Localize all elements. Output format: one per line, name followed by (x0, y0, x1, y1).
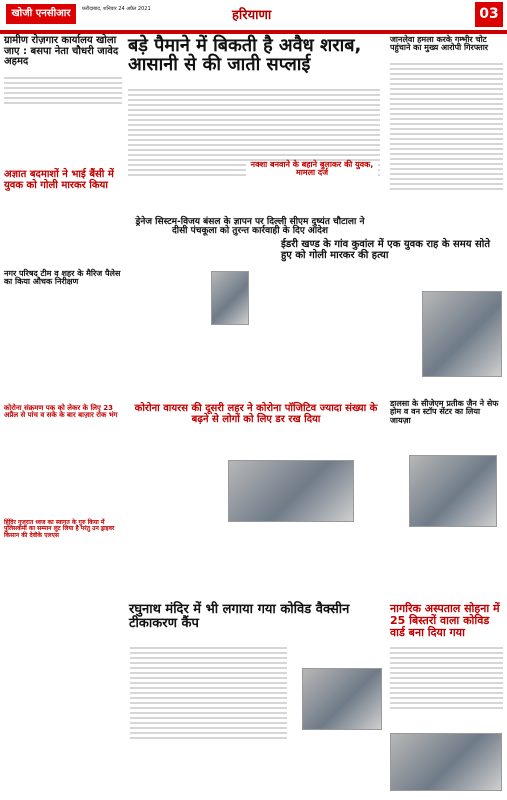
corona-story (130, 404, 382, 436)
left-mid-headline: अज्ञात बदमाशों ने भाई बैंसी में युवक को गोली मारकर किया (4, 169, 114, 191)
left-top-body (4, 74, 122, 107)
bottom-right-story (390, 602, 503, 639)
dateline: फ़रीदाबाद, शनिवार 24 अप्रैल 2021 (82, 6, 151, 12)
section-title: हरियाणा (232, 8, 272, 23)
corona-photo (228, 460, 354, 522)
left-top-headline: ग्रामीण रोज़गार कार्यालय खोला जाए : बसपा नेता चौधरी जावेद अहमद (4, 35, 119, 67)
right-top-headline: जानलेवा हमला करके गम्भीर चोट पहुंचाने का मुख्य आरोपी गिरफ्तार (390, 35, 489, 53)
left-bottom-headline-3: हिंदिर गुजरात ध्वज का स्वागत के गुरु किया में पुलिसकर्मी का सम्मान लुट लिया है परंतु उन ड्राइवर किसान की देवीके एलएस (4, 519, 115, 539)
top-rule (0, 33, 507, 34)
right-top-body (390, 60, 503, 230)
left-mid-story (4, 170, 122, 214)
newspaper-brand: खोजी एनसीआर (6, 4, 76, 24)
bottom-right-body (390, 644, 503, 712)
main-story (128, 36, 380, 84)
left-bottom-story-1 (4, 270, 122, 298)
left-bottom-story-2 (4, 405, 122, 439)
right-mid-story (281, 240, 503, 264)
right-low-headline: डालसा के सीजेएम प्रतीक जैन ने सेफ होम व वन स्टॉप सेंटर का लिया जायज़ा (390, 399, 499, 425)
hospital-photo (390, 733, 502, 791)
main-headline: बड़े पैमाने में बिकती है अवैध शराब, आसानी से की जाती सप्लाई (128, 35, 362, 75)
subhead-1-box (246, 161, 378, 183)
bottom-left-headline: रघुनाथ मंदिर में भी लगाया गया कोविड वैक्सीन टीकाकरण कैंप (129, 602, 350, 631)
masthead (0, 0, 507, 33)
subhead-2: ड्रेनेज सिस्टम-विजय बंसल के ज्ञापन पर दिल्ली सीएम दुष्यंत चौटाला ने दीसी पंचकूला को तुरन्त कार्रवाही के दिए आदेश (135, 217, 365, 237)
page-number: 03 (475, 2, 503, 27)
bottom-left-story (129, 603, 386, 636)
corona-headline: कोरोना वायरस की दूसरी लहर ने कोरोना पॉजिटिव ज्यादा संख्या के बढ़ने से लोगों को लिए डर रख दिया (134, 403, 378, 425)
bottom-right-headline: नागरिक अस्पताल सोहना में 25 बिस्तरों वाला कोविड वार्ड बना दिया गया (390, 602, 500, 639)
right-low-story (390, 400, 503, 426)
right-low-photo (409, 455, 497, 527)
right-story-photo (422, 291, 502, 377)
left-top-story (4, 36, 122, 100)
right-top-text (390, 60, 503, 193)
left-bottom-headline-1: नगर परिषद टीम व शहर के मैरिज पैलेस का किया औचक निरीक्षण (4, 269, 121, 287)
right-top-story (390, 36, 503, 58)
bottom-left-body (130, 644, 287, 742)
subhead-1: नक्शा बनवाने के बहाने बुलाकर की युवक, मामला दर्ज (250, 160, 374, 178)
vaccination-photo (302, 668, 382, 730)
right-mid-headline: ईडरी खण्ड के गांव कुवांल में एक युवक राह के समय सोते हुए को गोली मारकर की हत्या (281, 239, 491, 261)
left-bottom-story-3 (4, 520, 122, 564)
left-bottom-headline-2: कोरोना संक्रमण पक को लेकर के लिए 23 अप्रैल से पांच व सके के बार बाज़ार रोक भंग (4, 404, 118, 420)
politician-photo (211, 271, 249, 325)
